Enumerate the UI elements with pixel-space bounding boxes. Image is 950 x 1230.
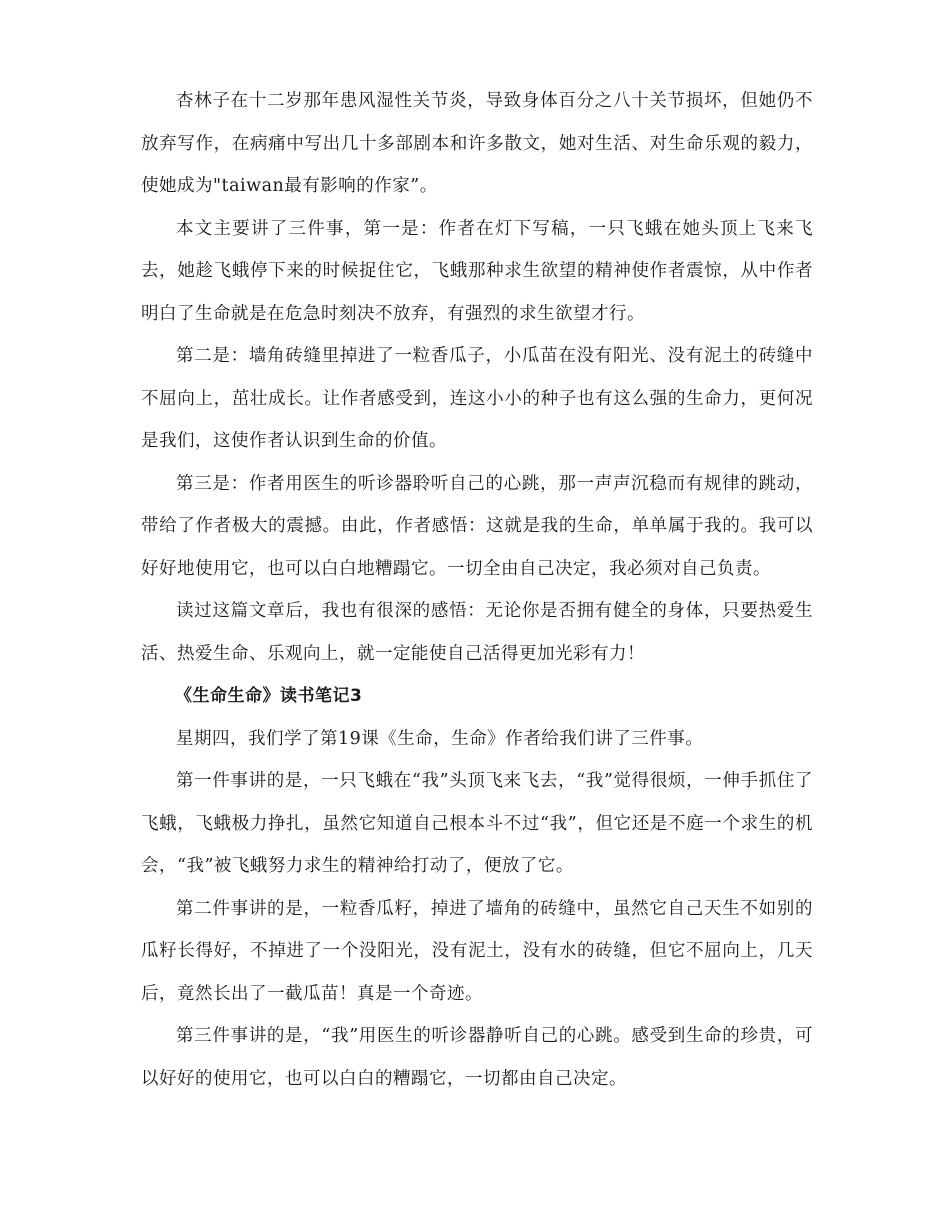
paragraph-seed-story: 第二件事讲的是，一粒香瓜籽，掉进了墙角的砖缝中，虽然它自己天生不如别的瓜籽长得好，不掉进了一个没阳光，没有泥土，没有水的砖缝，但它不屈向上，几天后，竟然长出了一截瓜苗！真是一个奇迹。 — [141, 898, 813, 1004]
section-heading: 《生命生命》读书笔记3 — [175, 686, 363, 706]
paragraph-moth-story: 第一件事讲的是，一只飞蛾在“我”头顶飞来飞去，“我”觉得很烦，一伸手抓住了飞蛾，飞蛾极力挣扎，虽然它知道自己根本斗不过“我”，但它还是不庭一个求生的机会，“我”被飞蛾努力求生的精神给打动了，便放了它。 — [141, 771, 813, 876]
paragraph-reflection: 读过这篇文章后，我也有很深的感悟：无论你是否拥有健全的身体，只要热爱生活、热爱生命、乐观向上，就一定能使自己活得更加光彩有力！ — [141, 601, 813, 664]
paragraph-heartbeat-story: 第三件事讲的是，“我”用医生的听诊器静听自己的心跳。感受到生命的珍贵，可以好好的使用它，也可以白白的糟蹋它，一切都由自己决定。 — [141, 1026, 813, 1089]
paragraph-intro-note3: 星期四，我们学了第19课《生命，生命》作者给我们讲了三件事。 — [176, 728, 704, 749]
paragraph-xinglinzi: 杏林子在十二岁那年患风湿性关节炎，导致身体百分之八十关节损坏，但她仍不放弃写作，在病痛中写出几十多部剧本和许多散文，她对生活、对生命乐观的毅力，使她成为"taiwan最有影响的作家”。 — [141, 91, 813, 196]
paragraph-second-event: 第二是：墙角砖缝里掉进了一粒香瓜子，小瓜苗在没有阳光、没有泥土的砖缝中不屈向上，茁壮成长。让作者感受到，连这小小的种子也有这么强的生命力，更何况是我们，这使作者认识到生命的价值。 — [141, 346, 813, 451]
document-page — [141, 80, 813, 1100]
paragraph-third-event: 第三是：作者用医生的听诊器聆听自己的心跳，那一声声沉稳而有规律的跳动，带给了作者极大的震撼。由此，作者感悟：这就是我的生命，单单属于我的。我可以好好地使用它，也可以白白地糟蹋它。一切全由自己决定，我必须对自己负责。 — [141, 473, 813, 579]
paragraph-first-event: 本文主要讲了三件事，第一是：作者在灯下写稿，一只飞蛾在她头顶上飞来飞去，她趁飞蛾停下来的时候捉住它，飞蛾那种求生欲望的精神使作者震惊，从中作者明白了生命就是在危急时刻决不放弃，有强烈的求生欲望才行。 — [141, 218, 813, 324]
